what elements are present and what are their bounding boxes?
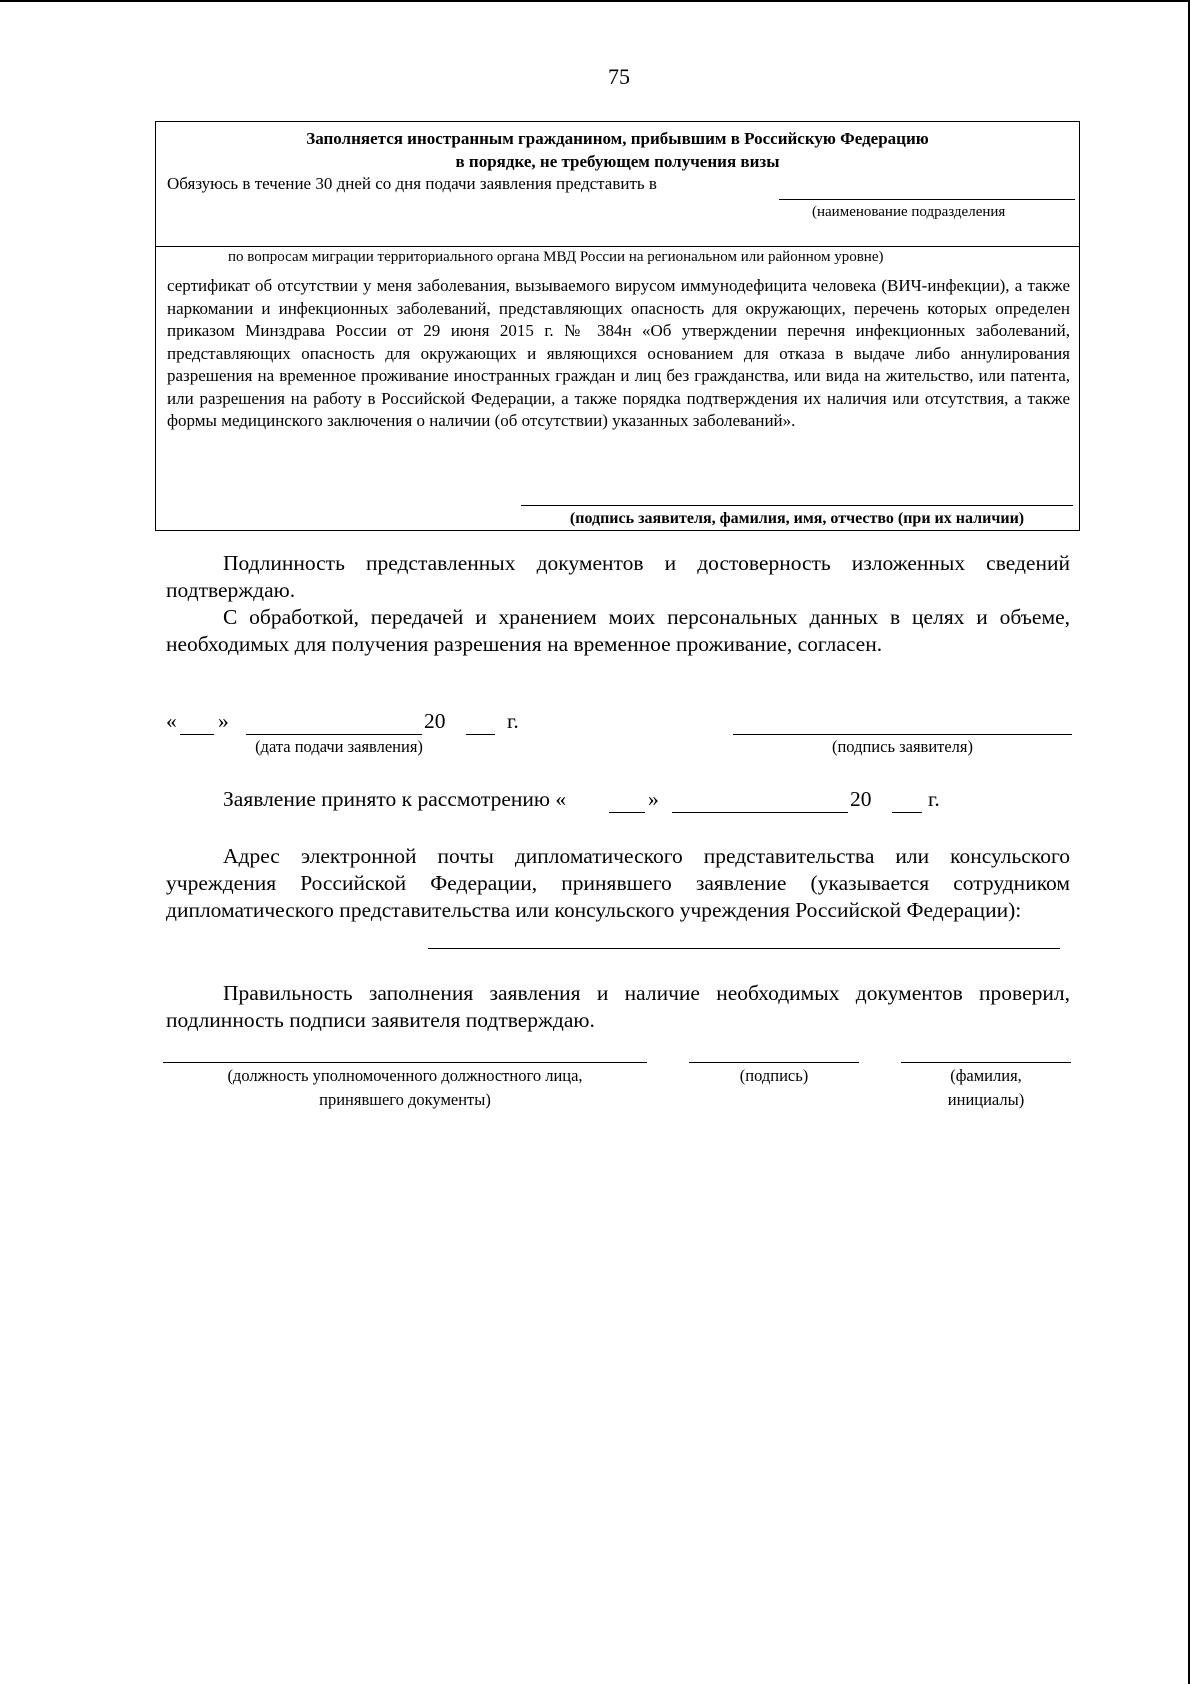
official-position-caption: [163, 1064, 647, 1112]
authenticity-paragraph: Подлинность представленных документов и достоверность изложенных сведений подтверждаю.: [166, 551, 1070, 602]
date-year-suffix: г.: [507, 709, 519, 733]
accepted-year-blank[interactable]: [892, 812, 922, 813]
accepted-close-quote: »: [648, 787, 659, 811]
page-border-top: [0, 0, 1190, 2]
accepted-day-blank[interactable]: [609, 812, 645, 813]
accepted-label: Заявление принято к рассмотрению «: [223, 787, 567, 811]
official-signature-caption: (подпись): [739, 1066, 809, 1085]
date-year-prefix: 20: [424, 709, 446, 733]
page-number: 75: [608, 64, 630, 89]
box-title-line2: в порядке, не требующем получения визы: [455, 152, 780, 171]
year-blank[interactable]: [466, 734, 495, 735]
official-name-caption-line1: (фамилия,: [950, 1066, 1022, 1085]
pledge-text: Обязуюсь в течение 30 дней со дня подачи заявления представить в: [167, 174, 657, 193]
official-position-line[interactable]: [163, 1062, 647, 1063]
applicant-signature-caption-2: (подпись заявителя): [831, 737, 974, 756]
unit-name-line-2[interactable]: [156, 246, 1079, 247]
unit-name-caption: (наименование подразделения: [812, 204, 1006, 220]
official-name-caption-line2: инициалы): [947, 1090, 1025, 1109]
official-position-caption-line2: принявшего документы): [319, 1090, 491, 1109]
day-blank[interactable]: [180, 734, 214, 735]
foreign-citizen-box: [155, 121, 1080, 531]
accepted-month-blank[interactable]: [672, 812, 848, 813]
email-paragraph: Адрес электронной почты дипломатического представительства или консульского учреждения Российской Федерации, принявшего заявление (указывается сотрудником дипломатического представительства или консульского учреждения Российской Федерации):: [166, 844, 1070, 922]
unit-name-caption-cont: по вопросам миграции территориального органа МВД России на региональном или районном уровне): [228, 249, 884, 265]
verification-paragraph: Правильность заполнения заявления и наличие необходимых документов проверил, подлинность подписи заявителя подтверждаю.: [166, 981, 1070, 1032]
official-name-caption: [901, 1064, 1071, 1112]
unit-name-line[interactable]: [779, 199, 1075, 200]
box-title: [156, 127, 1079, 173]
consent-paragraph: С обработкой, передачей и хранением моих персональных данных в целях и объеме, необходимых для получения разрешения на временное проживание, согласен.: [166, 605, 1070, 656]
accepted-year-suffix: г.: [928, 787, 940, 811]
official-signature-line[interactable]: [689, 1062, 859, 1063]
official-name-line[interactable]: [901, 1062, 1071, 1063]
date-open-quote: «: [166, 709, 177, 733]
certificate-text: сертификат об отсутствии у меня заболевания, вызываемого вирусом иммунодефицита человека (ВИЧ-инфекции), а также наркомании и инфекционных заболеваний, представляющих опасность для окружающих, перечень которых определен приказом Минздрава России от 29 июня 2015 г. № 384н «Об утверждении перечня инфекционных заболеваний, представляющих опасность для окружающих и являющихся основанием для отказа в выдаче либо аннулирования разрешения на временное проживание иностранных граждан и лиц без гражданства, или вида на жительство, или патента, или разрешения на работу в Российской Федерации, а также порядка подтверждения их наличия или отсутствия, а также формы медицинского заключения о наличии (об отсутствии) указанных заболеваний».: [167, 276, 1070, 430]
email-blank[interactable]: [428, 948, 1060, 949]
applicant-signature-caption: (подпись заявителя, фамилия, имя, отчество (при их наличии): [521, 505, 1073, 528]
date-close-quote: »: [218, 709, 229, 733]
date-caption: (дата подачи заявления): [255, 737, 423, 756]
box-title-line1: Заполняется иностранным гражданином, прибывшим в Российскую Федерацию: [306, 129, 929, 148]
official-position-caption-line1: (должность уполномоченного должностного лица,: [227, 1066, 583, 1085]
accepted-year-prefix: 20: [850, 787, 872, 811]
